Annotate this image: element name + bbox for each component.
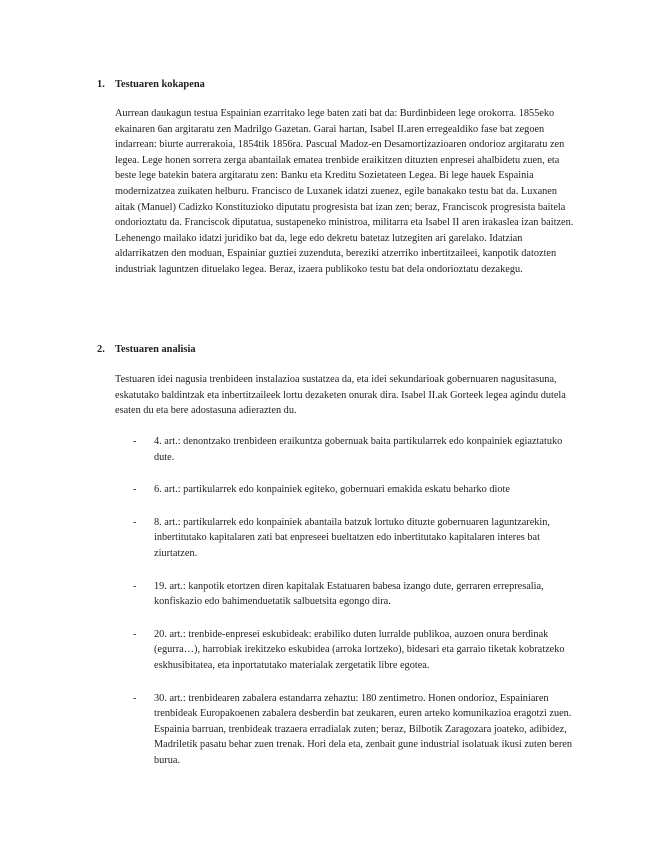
section-paragraph-1: Aurrean daukagun testua Espainian ezarritako lege baten zati bat da: Burdinbideen lege orokorra. 1855eko ekainaren 6an argitaratu zen Madrilgo Gazetan. Garai hartan, Isabel II.aren erregealdiko fase bat zegoen indarrean: biurte aurrerakoia, 1854tik 1856ra. Pascual Madoz-en Desamortizazioaren ondorioz argitaratu zen legea. Lege honen sorrera zerga abantailak ematea trenbide eraikitzen dituzten enpresei ahalbidetu zuen, eta beste lege batekin batera argitaratu zen: Banku eta Kreditu Sozietateen Legea. Bi lege hauek Espainia modernizatzea zuikaten helburu. Francisco de Luxanek idatzi zuenez, egile banakako testu bat da. Luxanen aitak (Manuel) Cadizko Konstituzioko diputatu progresista bat izan zen; beraz, Franciscok progresista baitela ondorioztatu da. Franciscok diputatua, sustapeneko ministroa, militarra eta Isabel II aren irakaslea izan baitzen. Lehenengo mailako idatzi juridiko bat da, lege edo dekretu batetaz lutzegiten ari garelako. Idatzian aldarrikatzen den moduan, Espainiar guztiei zuzenduta, bereziki atzerriko inbertitzaileei, kanpotik datozten industriak laguntzen dituelako legea. Beraz, izaera publikoko testu bat dela ondorioztatu dezakegu. (115, 108, 574, 275)
section-heading-1 (97, 78, 205, 92)
list-item-text: 8. art.: partikularrek edo konpainiek abantaila batzuk lortuko dituzte gobernuaren laguntzarekin, inbertitutako kapitalaren zati bat enpreseei bueltatzen edo inbertitutako kapitalaren interes bat ziurtatzen. (154, 516, 550, 559)
list-item (133, 691, 573, 769)
section-title: Testuaren kokapena (115, 79, 205, 90)
bullet-marker: - (133, 628, 137, 640)
bullet-marker: - (133, 484, 137, 496)
list-item-text: 4. art.: denontzako trenbideen eraikuntza gobernuak baita partikularrek edo konpainiek egiaztatuko dute. (154, 436, 563, 463)
list-item (133, 482, 573, 498)
section-paragraph-2: Testuaren idei nagusia trenbideen instalazioa sustatzea da, eta idei sekundarioak gobernuaren nagusitasuna, eskatutako baldintzak eta inbertitzaileek lortu dezaketen onurak dira. Isabel II.ak Gorteek legea agindu dutela esaten du eta bere adostasuna adierazten du. (115, 374, 566, 417)
bullet-marker: - (133, 692, 137, 704)
list-item-text: 19. art.: kanpotik etortzen diren kapitalak Estatuaren babesa izango dute, gerraren errepresalia, konfiskazio edo bahimenduetatik salbuetsita egongo dira. (154, 580, 544, 608)
bullet-marker: - (133, 516, 137, 528)
list-item (133, 579, 573, 610)
section-number: 2. (97, 344, 105, 355)
bullet-marker: - (133, 580, 137, 592)
section-heading-2 (97, 343, 196, 357)
list-item (133, 515, 573, 562)
article-list (133, 434, 573, 786)
bullet-marker: - (133, 436, 137, 447)
list-item (133, 434, 573, 465)
list-item-text: 20. art.: trenbide-enpresei eskubideak: erabiliko duten lurralde publikoa, auzoen onura berdinak (egurra…), harrobiak irekitzeko eskubidea (arroka lortzeko), bidesari eta garraio tiketak kobratzeko eskhusibitatea, eta inportatutako materialak zergetatik libre egotea. (154, 628, 565, 671)
section-number: 1. (97, 79, 105, 90)
list-item-text: 30. art.: trenbidearen zabalera estandarra zehaztu: 180 zentimetro. Honen ondorioz, Espainiaren trenbideak Europakoenen zabalera desberdin bat zeukaren, euren arteko komunikazioa eragotzi zuen. Espainia barruan, trenbideak trazaera erradialak zuten; beraz, Bilbotik Zaragozara joateko, adibidez, Madriletik pasatu behar zuen trenak. Hori dela eta, zenbait gune industrial isolatuak ikusi zuten beren burua. (154, 692, 573, 766)
section-title: Testuaren analisia (115, 344, 196, 355)
list-item (133, 627, 573, 674)
list-item-text: 6. art.: partikularrek edo konpainiek egiteko, gobernuari emakida eskatu beharko diote (154, 484, 510, 496)
